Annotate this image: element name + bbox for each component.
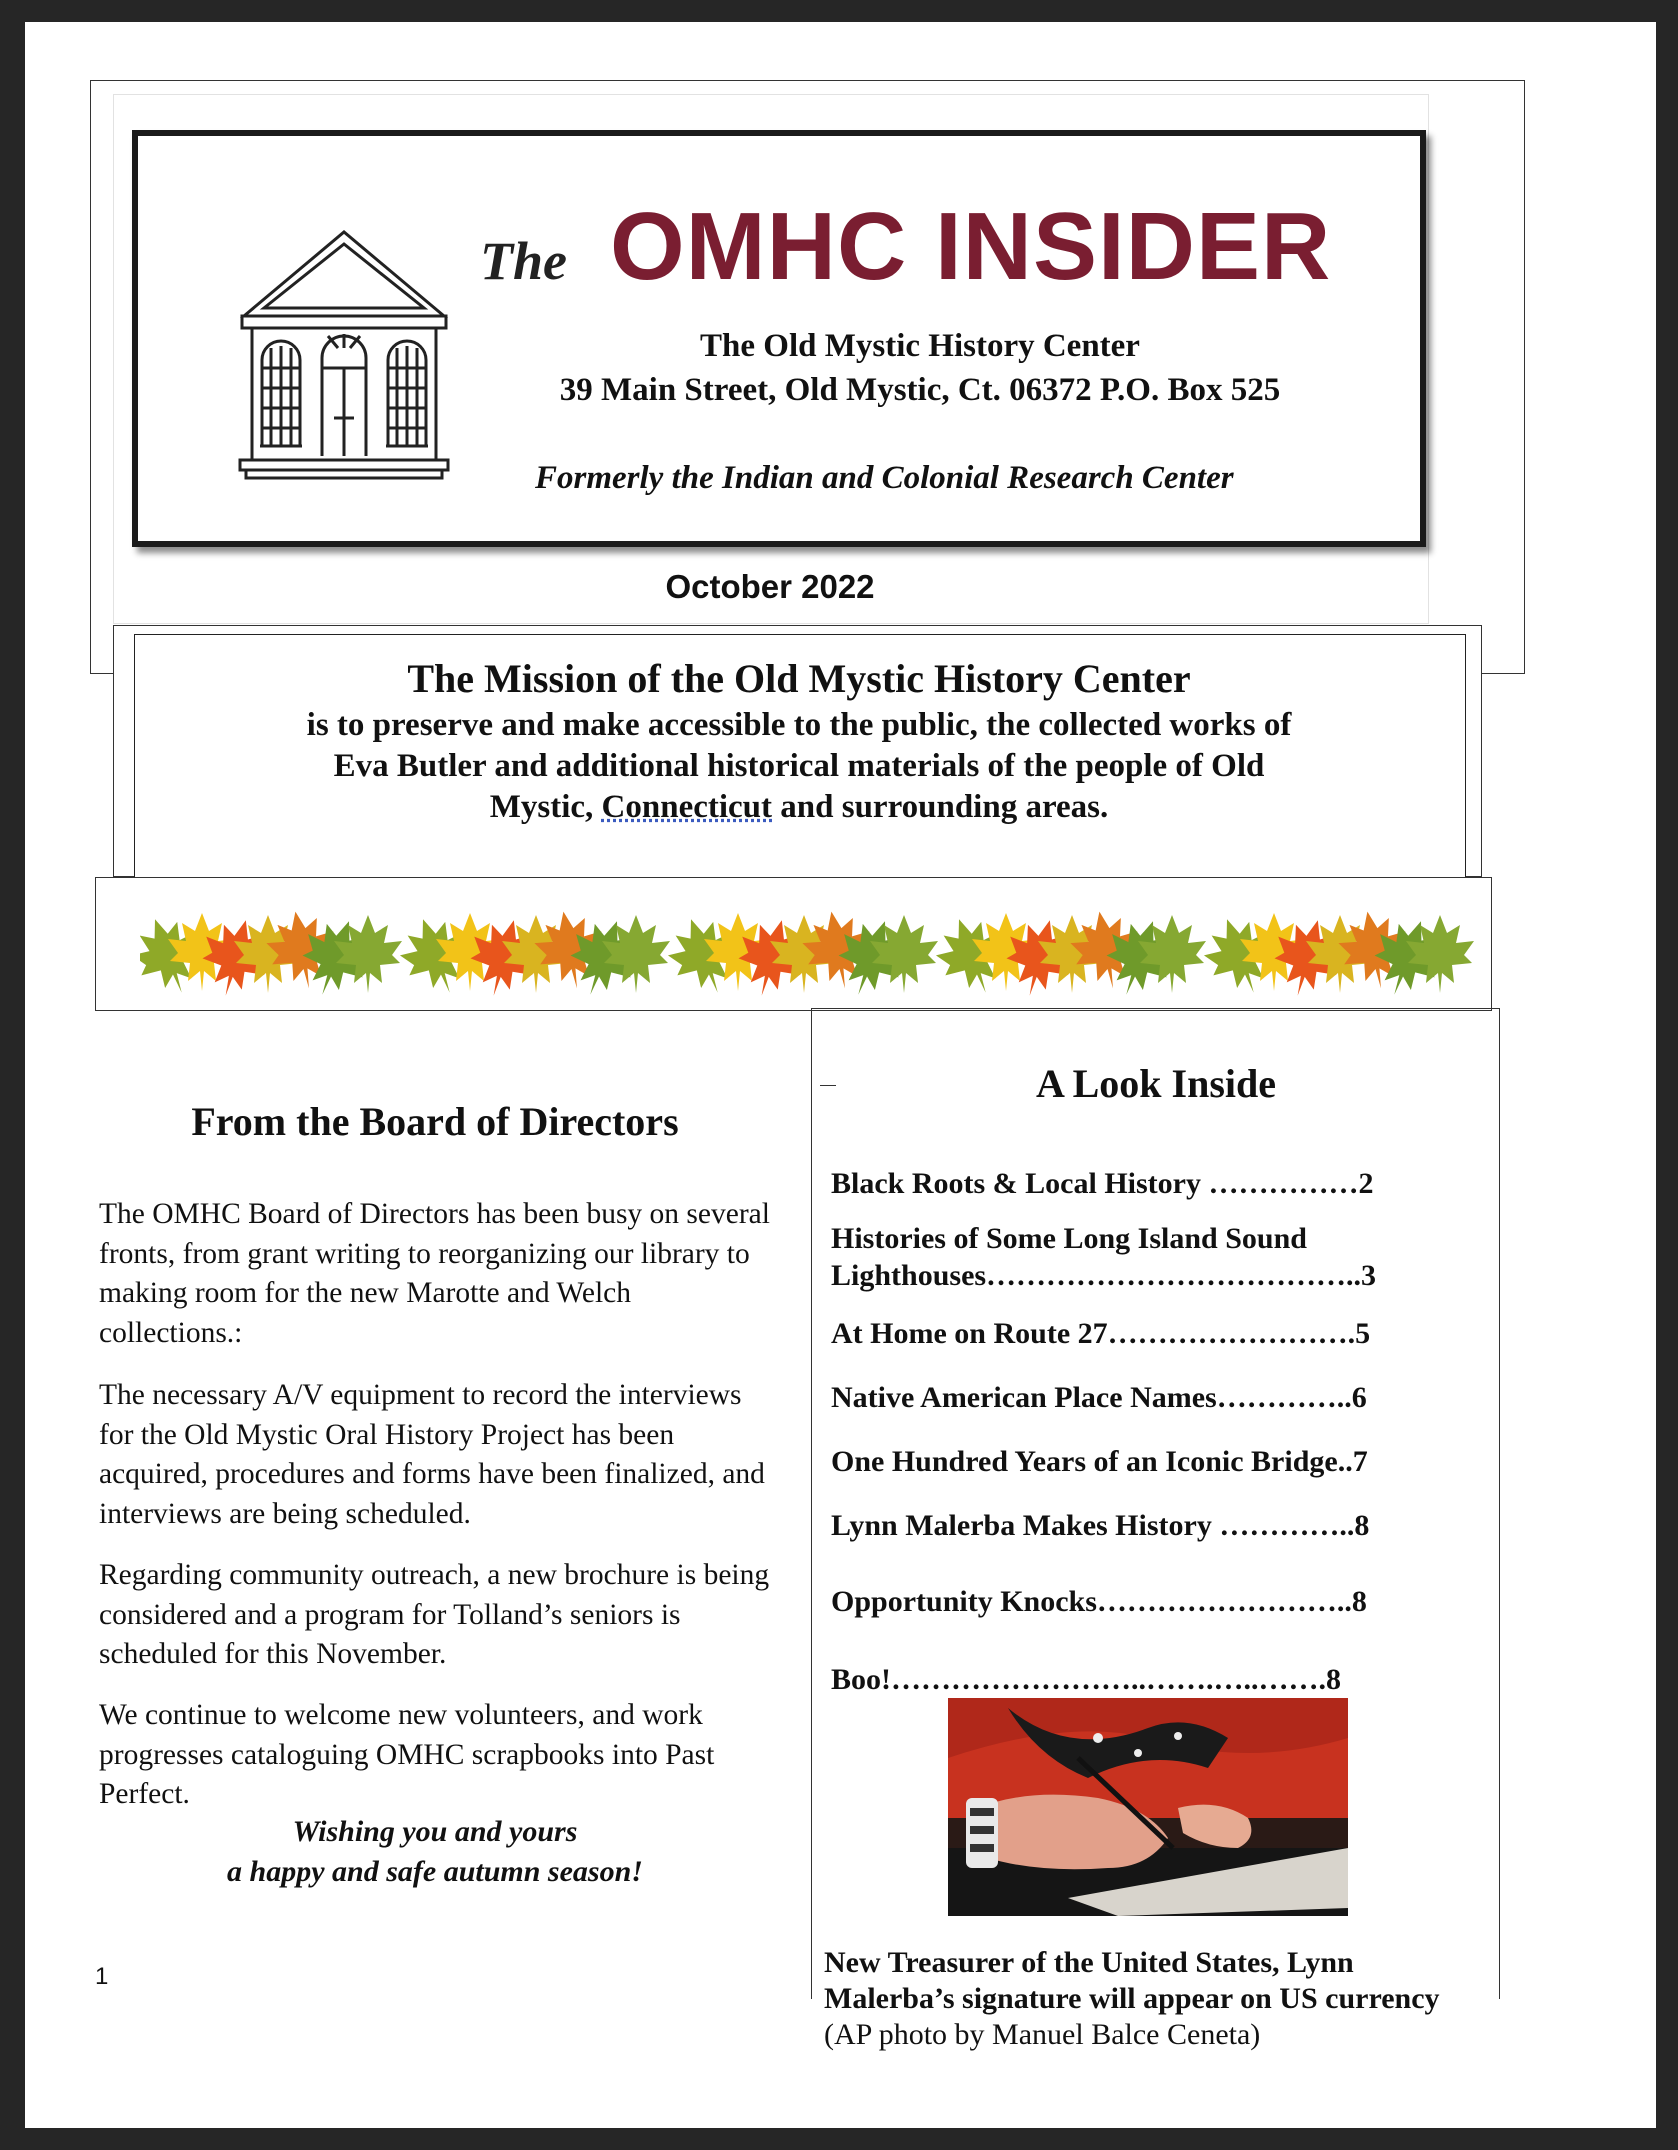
toc-item: Black Roots & Local History ……………2 bbox=[831, 1167, 1374, 1200]
toc-item: At Home on Route 27…………………….5 bbox=[831, 1317, 1371, 1350]
org-address: 39 Main Street, Old Mystic, Ct. 06372 P.O. Box 525 bbox=[559, 372, 1281, 408]
mission-text-end: and surrounding areas. bbox=[772, 789, 1109, 825]
signing-photo bbox=[948, 1698, 1348, 1916]
mission-title: The Mission of the Old Mystic History Center bbox=[407, 656, 1191, 701]
toc-item: Opportunity Knocks……………………..8 bbox=[831, 1585, 1367, 1618]
mission-statement bbox=[290, 705, 1308, 828]
caption-credit: (AP photo by Manuel Balce Ceneta) bbox=[824, 2018, 1261, 2051]
board-paragraph: Regarding community outreach, a new brochure is being considered and a program for Tolland’s seniors is scheduled for this November. bbox=[99, 1559, 770, 1670]
former-name: Formerly the Indian and Colonial Research Center bbox=[535, 460, 1234, 496]
toc-item: Histories of Some Long Island Sound bbox=[831, 1222, 1307, 1255]
board-paragraph: The OMHC Board of Directors has been busy on several fronts, from grant writing to reorganizing our library to making room for the new Marotte and Welch collections.: bbox=[99, 1198, 770, 1349]
board-paragraph: We continue to welcome new volunteers, and work progresses cataloguing OMHC scrapbooks into Past Perfect. bbox=[99, 1699, 715, 1810]
page-number: 1 bbox=[95, 1963, 109, 1990]
toc-item: Lynn Malerba Makes History …………..8 bbox=[831, 1509, 1370, 1542]
masthead-the: The bbox=[480, 231, 567, 291]
building-logo-icon bbox=[238, 228, 450, 488]
closing-line: Wishing you and yours bbox=[292, 1815, 578, 1848]
mission-text-start: is to preserve and make accessible to the public, the collected works of Eva Butler and additional historical materials of the people of Old Mystic, bbox=[306, 707, 1292, 825]
autumn-leaves-icon bbox=[140, 905, 1480, 1005]
toc-item: Lighthouses………………………………..3 bbox=[831, 1259, 1377, 1292]
look-inside-title: A Look Inside bbox=[1035, 1061, 1277, 1106]
masthead-title: OMHC INSIDER bbox=[610, 193, 1332, 300]
closing-line: a happy and safe autumn season! bbox=[227, 1855, 643, 1888]
closing-wish bbox=[100, 1812, 770, 1892]
caption-main: New Treasurer of the United States, Lynn Malerba’s signature will appear on US currency bbox=[824, 1946, 1440, 2015]
issue-date: October 2022 bbox=[665, 568, 875, 605]
board-title: From the Board of Directors bbox=[191, 1099, 679, 1144]
connecticut-link[interactable]: Connecticut bbox=[601, 789, 773, 825]
toc-item: Native American Place Names…………..6 bbox=[831, 1381, 1367, 1414]
board-paragraph: The necessary A/V equipment to record the interviews for the Old Mystic Oral History Project has been acquired, procedures and forms have been finalized, and interviews are being scheduled. bbox=[99, 1379, 765, 1530]
toc-item: Boo!……………………..…….…..…….8 bbox=[831, 1663, 1341, 1696]
photo-caption bbox=[824, 1945, 1464, 2053]
toc-item: One Hundred Years of an Iconic Bridge..7 bbox=[831, 1445, 1368, 1478]
org-name: The Old Mystic History Center bbox=[700, 328, 1140, 364]
